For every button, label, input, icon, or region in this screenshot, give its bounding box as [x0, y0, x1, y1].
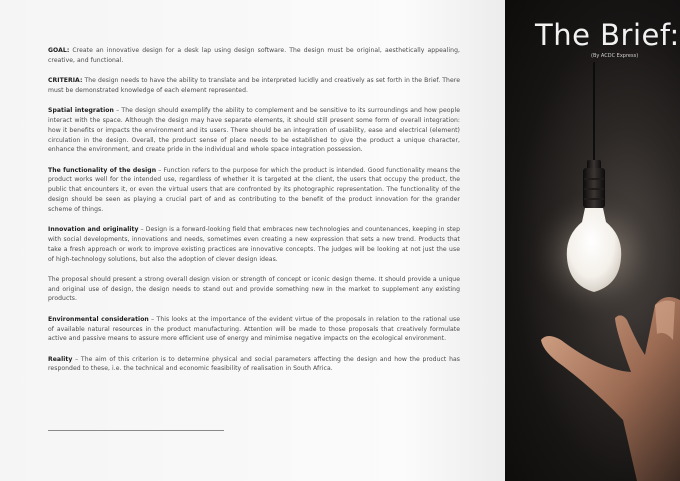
- brief-content: [48, 46, 460, 385]
- goal-body: Create an innovative design for a desk lap using design software. The design must be original, aesthetically appealing, creative, and functional.: [48, 47, 460, 64]
- functionality-paragraph: [48, 166, 460, 215]
- spatial-integration-heading: Spatial integration: [48, 107, 114, 115]
- criteria-paragraph: [48, 76, 460, 96]
- proposal-paragraph: [48, 275, 460, 304]
- innovation-body: – Design is a forward-looking field that embraces new technologies and countenances, keeping in step with social developments, innovations and needs, sometimes even creating a new expression that sets a new trend. Products that take a fresh approach or work to improve existing practices are innovative concepts. The judges will be looking at not just the use of high-technology solutions, but also the adoption of clever design ideas.: [48, 226, 461, 263]
- footer-divider: [48, 430, 224, 431]
- goal-heading: GOAL:: [48, 47, 70, 54]
- environmental-body: – This looks at the importance of the evident virtue of the proposals in relation to the rational use of available natural resources in the product manufacturing. Attention will be made to those proposals that creatively formulate active and passive means to assure more efficient use of energy and minimise negative impacts on the ecological environment.: [48, 315, 460, 343]
- innovation-paragraph: [48, 225, 460, 264]
- reality-paragraph: [48, 355, 460, 375]
- criteria-body: The design needs to have the ability to translate and be interpreted lucidly and creatively as set forth in the Brief. There must be demonstrated knowledge of each element represented.: [48, 77, 460, 94]
- brief-title: The Brief:: [535, 18, 680, 52]
- functionality-heading: The functionality of the design: [48, 166, 157, 174]
- environmental-heading: Environmental consideration: [48, 315, 149, 323]
- innovation-heading: Innovation and originality: [48, 226, 139, 234]
- spatial-integration-paragraph: [48, 106, 460, 155]
- goal-paragraph: [48, 46, 460, 66]
- proposal-body: The proposal should present a strong overall design vision or strength of concept or iconic design theme. It should provide a unique and original use of design, the design needs to stand out and provide something new in the market to supplement any existing products.: [48, 275, 460, 303]
- criteria-heading: CRITERIA:: [48, 77, 83, 85]
- brief-subtitle: (By ACDC Express): [591, 53, 639, 59]
- spatial-integration-body: – The design should exemplify the ability to complement and be sensitive to its surroundings and how people interact with the space. Although the design may have separate elements, it should still present some form of overall integration: how it benefits or impacts the environment and its users. There should be an integration of usability, ease and electrical (element) circulation in the design. Overall, the product sense of place needs to be established to give the product a unique character, enhance the environment, and create pride in the individual and whole space integration possession.: [48, 107, 461, 154]
- light-bulb-hand-photo-icon: [505, 0, 680, 481]
- photo-panel: [505, 0, 680, 481]
- functionality-body: – Function refers to the purpose for which the product is intended. Good functionality means the product works well for the intended use, regardless of whether it is targeted at the client, the users that occupy the product, the public that encounters it, or even the virtual users that are confronted by its photographic representation. The functionality of the design should be seen as playing a crucial part of and as contributing to the benefit of the product innovation for the grander scheme of things.: [48, 166, 460, 213]
- reality-body: – The aim of this criterion is to determine physical and social parameters affecting the design and how the product has responded to these, i.e. the technical and economic feasibility of realisation in South Africa.: [48, 355, 460, 373]
- reality-heading: Reality: [48, 355, 73, 363]
- environmental-paragraph: [48, 315, 460, 344]
